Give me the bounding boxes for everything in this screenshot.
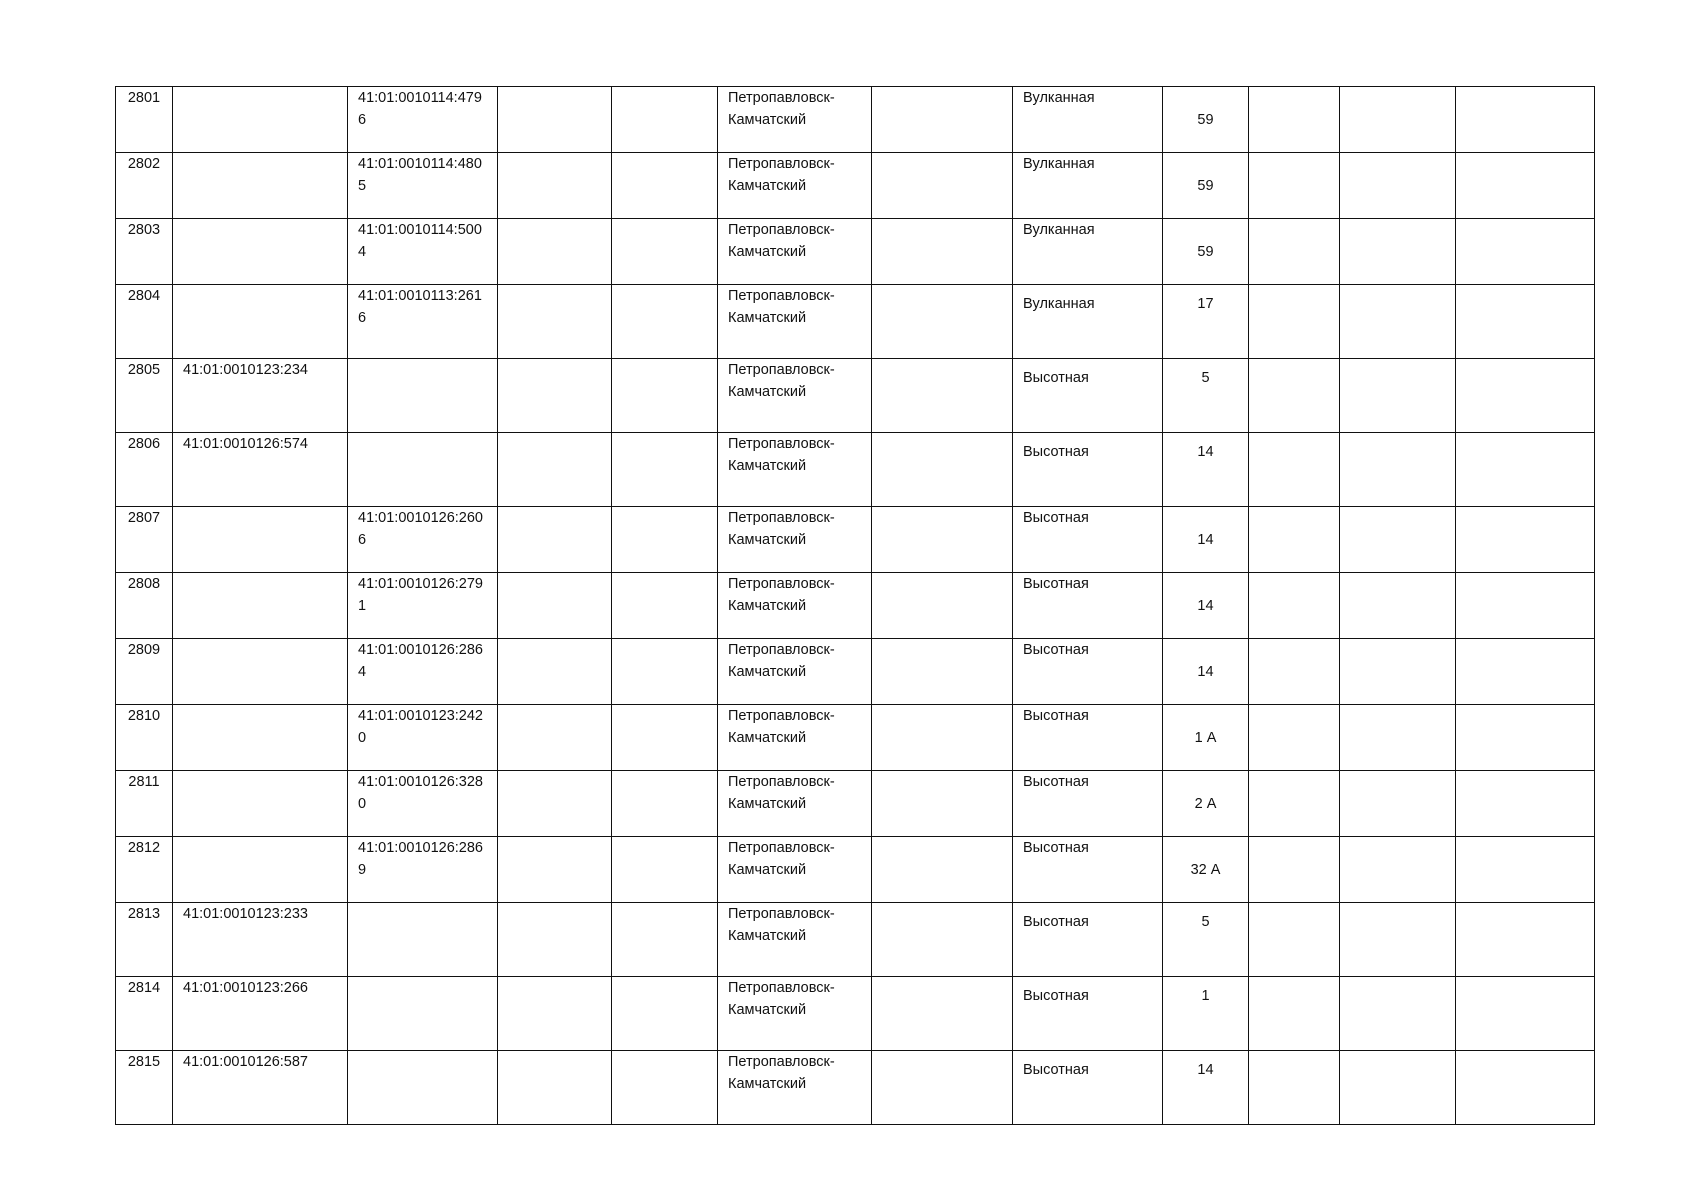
empty-cell bbox=[612, 359, 718, 433]
house-text: 14 bbox=[1197, 663, 1214, 680]
row-number bbox=[116, 285, 173, 359]
house-cell bbox=[1163, 433, 1249, 507]
empty-cell bbox=[1340, 573, 1456, 639]
empty-cell bbox=[498, 837, 612, 903]
empty-cell bbox=[1456, 837, 1595, 903]
row-number bbox=[116, 507, 173, 573]
land-cadastral-number bbox=[173, 87, 348, 153]
city-cell bbox=[718, 285, 872, 359]
empty-cell bbox=[1456, 639, 1595, 705]
row-number-text: 2801 bbox=[127, 90, 161, 106]
empty-cell bbox=[1249, 507, 1340, 573]
house-cell bbox=[1163, 977, 1249, 1051]
street-text: Высотная bbox=[1023, 444, 1089, 460]
row-number bbox=[116, 639, 173, 705]
building-cadastral-text: 41:01:0010126:2869 bbox=[358, 840, 483, 878]
empty-cell bbox=[1249, 1051, 1340, 1125]
street-cell bbox=[1013, 1051, 1163, 1125]
row-number-text: 2811 bbox=[128, 774, 160, 790]
row-number-text: 2803 bbox=[127, 222, 161, 238]
house-text: 5 bbox=[1201, 370, 1210, 386]
street-text: Высотная bbox=[1023, 708, 1089, 724]
house-cell bbox=[1163, 639, 1249, 705]
house-text: 14 bbox=[1197, 531, 1214, 548]
house-cell bbox=[1163, 903, 1249, 977]
land-cadastral-number bbox=[173, 285, 348, 359]
empty-cell bbox=[612, 87, 718, 153]
empty-cell bbox=[1456, 771, 1595, 837]
table-row bbox=[116, 903, 1595, 977]
house-cell bbox=[1163, 1051, 1249, 1125]
building-cadastral-number bbox=[348, 285, 498, 359]
building-cadastral-text: 41:01:0010114:4805 bbox=[358, 156, 482, 194]
table-row bbox=[116, 285, 1595, 359]
table-row bbox=[116, 433, 1595, 507]
empty-cell bbox=[498, 705, 612, 771]
row-number-text: 2804 bbox=[127, 288, 161, 304]
building-cadastral-text: 41:01:0010126:2864 bbox=[358, 642, 483, 680]
empty-cell bbox=[1249, 285, 1340, 359]
building-cadastral-number bbox=[348, 705, 498, 771]
empty-cell bbox=[1456, 219, 1595, 285]
address-registry-table bbox=[115, 86, 1595, 1125]
empty-cell bbox=[1340, 771, 1456, 837]
empty-cell bbox=[1456, 977, 1595, 1051]
city-text: Петропавловск-Камчатский bbox=[728, 774, 835, 812]
city-text: Петропавловск-Камчатский bbox=[728, 576, 835, 614]
table-row bbox=[116, 639, 1595, 705]
row-number bbox=[116, 771, 173, 837]
street-cell bbox=[1013, 359, 1163, 433]
row-number-text: 2807 bbox=[127, 510, 161, 526]
building-cadastral-number bbox=[348, 771, 498, 837]
house-text: 1 А bbox=[1194, 729, 1217, 746]
street-cell bbox=[1013, 977, 1163, 1051]
empty-cell bbox=[1340, 977, 1456, 1051]
city-text: Петропавловск-Камчатский bbox=[728, 362, 835, 400]
city-text: Петропавловск-Камчатский bbox=[728, 90, 835, 128]
table-row bbox=[116, 219, 1595, 285]
house-cell bbox=[1163, 771, 1249, 837]
city-cell bbox=[718, 771, 872, 837]
house-text: 32 А bbox=[1190, 861, 1221, 878]
empty-cell bbox=[1340, 153, 1456, 219]
house-text: 14 bbox=[1197, 1062, 1214, 1078]
land-cadastral-number bbox=[173, 433, 348, 507]
empty-cell bbox=[872, 903, 1013, 977]
city-cell bbox=[718, 359, 872, 433]
empty-cell bbox=[1249, 903, 1340, 977]
table-row bbox=[116, 705, 1595, 771]
empty-cell bbox=[1249, 573, 1340, 639]
empty-cell bbox=[498, 903, 612, 977]
empty-cell bbox=[872, 977, 1013, 1051]
row-number bbox=[116, 573, 173, 639]
row-number bbox=[116, 903, 173, 977]
city-text: Петропавловск-Камчатский bbox=[728, 222, 835, 260]
empty-cell bbox=[1456, 285, 1595, 359]
empty-cell bbox=[1340, 87, 1456, 153]
row-number bbox=[116, 87, 173, 153]
table-row bbox=[116, 87, 1595, 153]
building-cadastral-text: 41:01:0010114:5004 bbox=[358, 222, 482, 260]
street-cell bbox=[1013, 507, 1163, 573]
empty-cell bbox=[872, 219, 1013, 285]
street-cell bbox=[1013, 573, 1163, 639]
row-number-text: 2805 bbox=[127, 362, 161, 378]
street-text: Вулканная bbox=[1023, 222, 1095, 238]
street-text: Высотная bbox=[1023, 642, 1089, 658]
empty-cell bbox=[1456, 705, 1595, 771]
building-cadastral-number bbox=[348, 433, 498, 507]
row-number-text: 2808 bbox=[127, 576, 161, 592]
city-text: Петропавловск-Камчатский bbox=[728, 906, 835, 944]
city-cell bbox=[718, 87, 872, 153]
table-row bbox=[116, 573, 1595, 639]
building-cadastral-text: 41:01:0010126:2791 bbox=[358, 576, 483, 614]
city-cell bbox=[718, 507, 872, 573]
empty-cell bbox=[612, 1051, 718, 1125]
building-cadastral-number bbox=[348, 87, 498, 153]
house-cell bbox=[1163, 153, 1249, 219]
row-number-text: 2806 bbox=[127, 436, 161, 452]
empty-cell bbox=[872, 285, 1013, 359]
table-row bbox=[116, 153, 1595, 219]
street-text: Высотная bbox=[1023, 576, 1089, 592]
street-text: Высотная bbox=[1023, 914, 1089, 930]
empty-cell bbox=[498, 87, 612, 153]
house-cell bbox=[1163, 573, 1249, 639]
table-row bbox=[116, 837, 1595, 903]
empty-cell bbox=[1456, 359, 1595, 433]
empty-cell bbox=[612, 433, 718, 507]
row-number bbox=[116, 153, 173, 219]
building-cadastral-number bbox=[348, 903, 498, 977]
empty-cell bbox=[612, 219, 718, 285]
empty-cell bbox=[1249, 87, 1340, 153]
house-text: 2 А bbox=[1194, 795, 1217, 812]
building-cadastral-number bbox=[348, 639, 498, 705]
city-text: Петропавловск-Камчатский bbox=[728, 840, 835, 878]
street-text: Высотная bbox=[1023, 510, 1089, 526]
house-text: 14 bbox=[1197, 597, 1214, 614]
building-cadastral-text: 41:01:0010126:3280 bbox=[358, 774, 483, 812]
row-number-text: 2815 bbox=[127, 1054, 161, 1070]
building-cadastral-text: 41:01:0010126:2606 bbox=[358, 510, 483, 548]
empty-cell bbox=[498, 359, 612, 433]
empty-cell bbox=[498, 285, 612, 359]
empty-cell bbox=[1340, 507, 1456, 573]
building-cadastral-number bbox=[348, 977, 498, 1051]
empty-cell bbox=[1340, 359, 1456, 433]
empty-cell bbox=[1249, 153, 1340, 219]
empty-cell bbox=[612, 837, 718, 903]
row-number bbox=[116, 433, 173, 507]
row-number-text: 2802 bbox=[127, 156, 161, 172]
house-text: 59 bbox=[1197, 177, 1214, 194]
city-text: Петропавловск-Камчатский bbox=[728, 980, 835, 1018]
empty-cell bbox=[1456, 1051, 1595, 1125]
empty-cell bbox=[498, 639, 612, 705]
table-row bbox=[116, 977, 1595, 1051]
empty-cell bbox=[1340, 639, 1456, 705]
land-cadastral-text: 41:01:0010126:574 bbox=[183, 436, 308, 452]
land-cadastral-text: 41:01:0010123:234 bbox=[183, 362, 308, 378]
house-text: 59 bbox=[1197, 111, 1214, 128]
empty-cell bbox=[1340, 837, 1456, 903]
city-text: Петропавловск-Камчатский bbox=[728, 288, 835, 326]
house-text: 17 bbox=[1197, 296, 1214, 312]
empty-cell bbox=[1340, 1051, 1456, 1125]
empty-cell bbox=[1249, 639, 1340, 705]
table-row bbox=[116, 771, 1595, 837]
empty-cell bbox=[498, 573, 612, 639]
street-text: Высотная bbox=[1023, 988, 1089, 1004]
land-cadastral-number bbox=[173, 837, 348, 903]
house-cell bbox=[1163, 285, 1249, 359]
empty-cell bbox=[612, 977, 718, 1051]
house-cell bbox=[1163, 705, 1249, 771]
empty-cell bbox=[872, 705, 1013, 771]
street-text: Высотная bbox=[1023, 774, 1089, 790]
house-cell bbox=[1163, 87, 1249, 153]
building-cadastral-number bbox=[348, 153, 498, 219]
house-text: 59 bbox=[1197, 243, 1214, 260]
empty-cell bbox=[1249, 433, 1340, 507]
row-number-text: 2812 bbox=[127, 840, 161, 856]
empty-cell bbox=[498, 433, 612, 507]
land-cadastral-number bbox=[173, 705, 348, 771]
row-number bbox=[116, 359, 173, 433]
table-row bbox=[116, 1051, 1595, 1125]
empty-cell bbox=[498, 771, 612, 837]
empty-cell bbox=[498, 153, 612, 219]
city-text: Петропавловск-Камчатский bbox=[728, 642, 835, 680]
city-text: Петропавловск-Камчатский bbox=[728, 708, 835, 746]
empty-cell bbox=[1249, 359, 1340, 433]
empty-cell bbox=[1249, 705, 1340, 771]
city-text: Петропавловск-Камчатский bbox=[728, 156, 835, 194]
empty-cell bbox=[498, 977, 612, 1051]
row-number bbox=[116, 977, 173, 1051]
empty-cell bbox=[872, 153, 1013, 219]
land-cadastral-number bbox=[173, 219, 348, 285]
city-cell bbox=[718, 433, 872, 507]
city-cell bbox=[718, 705, 872, 771]
street-text: Вулканная bbox=[1023, 90, 1095, 106]
empty-cell bbox=[1456, 903, 1595, 977]
row-number bbox=[116, 705, 173, 771]
house-text: 14 bbox=[1197, 444, 1214, 460]
land-cadastral-number bbox=[173, 153, 348, 219]
city-text: Петропавловск-Камчатский bbox=[728, 436, 835, 474]
house-cell bbox=[1163, 507, 1249, 573]
empty-cell bbox=[872, 507, 1013, 573]
empty-cell bbox=[1340, 433, 1456, 507]
land-cadastral-number bbox=[173, 1051, 348, 1125]
land-cadastral-number bbox=[173, 977, 348, 1051]
empty-cell bbox=[1456, 507, 1595, 573]
empty-cell bbox=[1456, 87, 1595, 153]
row-number-text: 2810 bbox=[127, 708, 161, 724]
land-cadastral-number bbox=[173, 771, 348, 837]
city-text: Петропавловск-Камчатский bbox=[728, 510, 835, 548]
empty-cell bbox=[872, 359, 1013, 433]
empty-cell bbox=[612, 705, 718, 771]
empty-cell bbox=[1249, 837, 1340, 903]
street-cell bbox=[1013, 433, 1163, 507]
building-cadastral-text: 41:01:0010113:2616 bbox=[358, 288, 482, 326]
table-row bbox=[116, 507, 1595, 573]
street-text: Высотная bbox=[1023, 1062, 1089, 1078]
building-cadastral-number bbox=[348, 573, 498, 639]
empty-cell bbox=[1249, 977, 1340, 1051]
empty-cell bbox=[612, 771, 718, 837]
empty-cell bbox=[1456, 433, 1595, 507]
empty-cell bbox=[612, 573, 718, 639]
street-cell bbox=[1013, 771, 1163, 837]
empty-cell bbox=[612, 639, 718, 705]
building-cadastral-number bbox=[348, 837, 498, 903]
city-cell bbox=[718, 639, 872, 705]
house-cell bbox=[1163, 359, 1249, 433]
empty-cell bbox=[498, 507, 612, 573]
city-cell bbox=[718, 219, 872, 285]
empty-cell bbox=[1456, 153, 1595, 219]
city-cell bbox=[718, 573, 872, 639]
row-number-text: 2813 bbox=[127, 906, 161, 922]
street-cell bbox=[1013, 705, 1163, 771]
building-cadastral-number bbox=[348, 359, 498, 433]
empty-cell bbox=[612, 285, 718, 359]
row-number-text: 2814 bbox=[127, 980, 161, 996]
street-cell bbox=[1013, 219, 1163, 285]
empty-cell bbox=[1249, 219, 1340, 285]
land-cadastral-text: 41:01:0010123:233 bbox=[183, 906, 308, 922]
empty-cell bbox=[1340, 219, 1456, 285]
land-cadastral-number bbox=[173, 573, 348, 639]
street-text: Вулканная bbox=[1023, 156, 1095, 172]
row-number bbox=[116, 219, 173, 285]
building-cadastral-number bbox=[348, 1051, 498, 1125]
empty-cell bbox=[1456, 573, 1595, 639]
building-cadastral-text: 41:01:0010123:2420 bbox=[358, 708, 483, 746]
street-cell bbox=[1013, 153, 1163, 219]
street-text: Высотная bbox=[1023, 840, 1089, 856]
city-text: Петропавловск-Камчатский bbox=[728, 1054, 835, 1092]
building-cadastral-text: 41:01:0010114:4796 bbox=[358, 90, 482, 128]
empty-cell bbox=[872, 771, 1013, 837]
empty-cell bbox=[872, 573, 1013, 639]
registry-body bbox=[116, 87, 1595, 1125]
building-cadastral-number bbox=[348, 507, 498, 573]
empty-cell bbox=[872, 837, 1013, 903]
empty-cell bbox=[498, 1051, 612, 1125]
city-cell bbox=[718, 153, 872, 219]
empty-cell bbox=[1340, 705, 1456, 771]
empty-cell bbox=[612, 153, 718, 219]
empty-cell bbox=[498, 219, 612, 285]
city-cell bbox=[718, 837, 872, 903]
city-cell bbox=[718, 1051, 872, 1125]
street-text: Вулканная bbox=[1023, 296, 1095, 312]
land-cadastral-number bbox=[173, 903, 348, 977]
building-cadastral-number bbox=[348, 219, 498, 285]
street-cell bbox=[1013, 903, 1163, 977]
row-number-text: 2809 bbox=[127, 642, 161, 658]
house-text: 5 bbox=[1201, 914, 1210, 930]
house-cell bbox=[1163, 219, 1249, 285]
land-cadastral-number bbox=[173, 507, 348, 573]
table-row bbox=[116, 359, 1595, 433]
empty-cell bbox=[1249, 771, 1340, 837]
street-cell bbox=[1013, 87, 1163, 153]
street-cell bbox=[1013, 639, 1163, 705]
empty-cell bbox=[872, 639, 1013, 705]
empty-cell bbox=[872, 1051, 1013, 1125]
street-cell bbox=[1013, 837, 1163, 903]
row-number bbox=[116, 1051, 173, 1125]
land-cadastral-number bbox=[173, 359, 348, 433]
city-cell bbox=[718, 903, 872, 977]
empty-cell bbox=[872, 87, 1013, 153]
empty-cell bbox=[612, 507, 718, 573]
empty-cell bbox=[1340, 903, 1456, 977]
land-cadastral-text: 41:01:0010123:266 bbox=[183, 980, 308, 996]
street-cell bbox=[1013, 285, 1163, 359]
street-text: Высотная bbox=[1023, 370, 1089, 386]
land-cadastral-text: 41:01:0010126:587 bbox=[183, 1054, 308, 1070]
empty-cell bbox=[1340, 285, 1456, 359]
city-cell bbox=[718, 977, 872, 1051]
house-text: 1 bbox=[1201, 988, 1210, 1004]
land-cadastral-number bbox=[173, 639, 348, 705]
house-cell bbox=[1163, 837, 1249, 903]
row-number bbox=[116, 837, 173, 903]
empty-cell bbox=[872, 433, 1013, 507]
empty-cell bbox=[612, 903, 718, 977]
